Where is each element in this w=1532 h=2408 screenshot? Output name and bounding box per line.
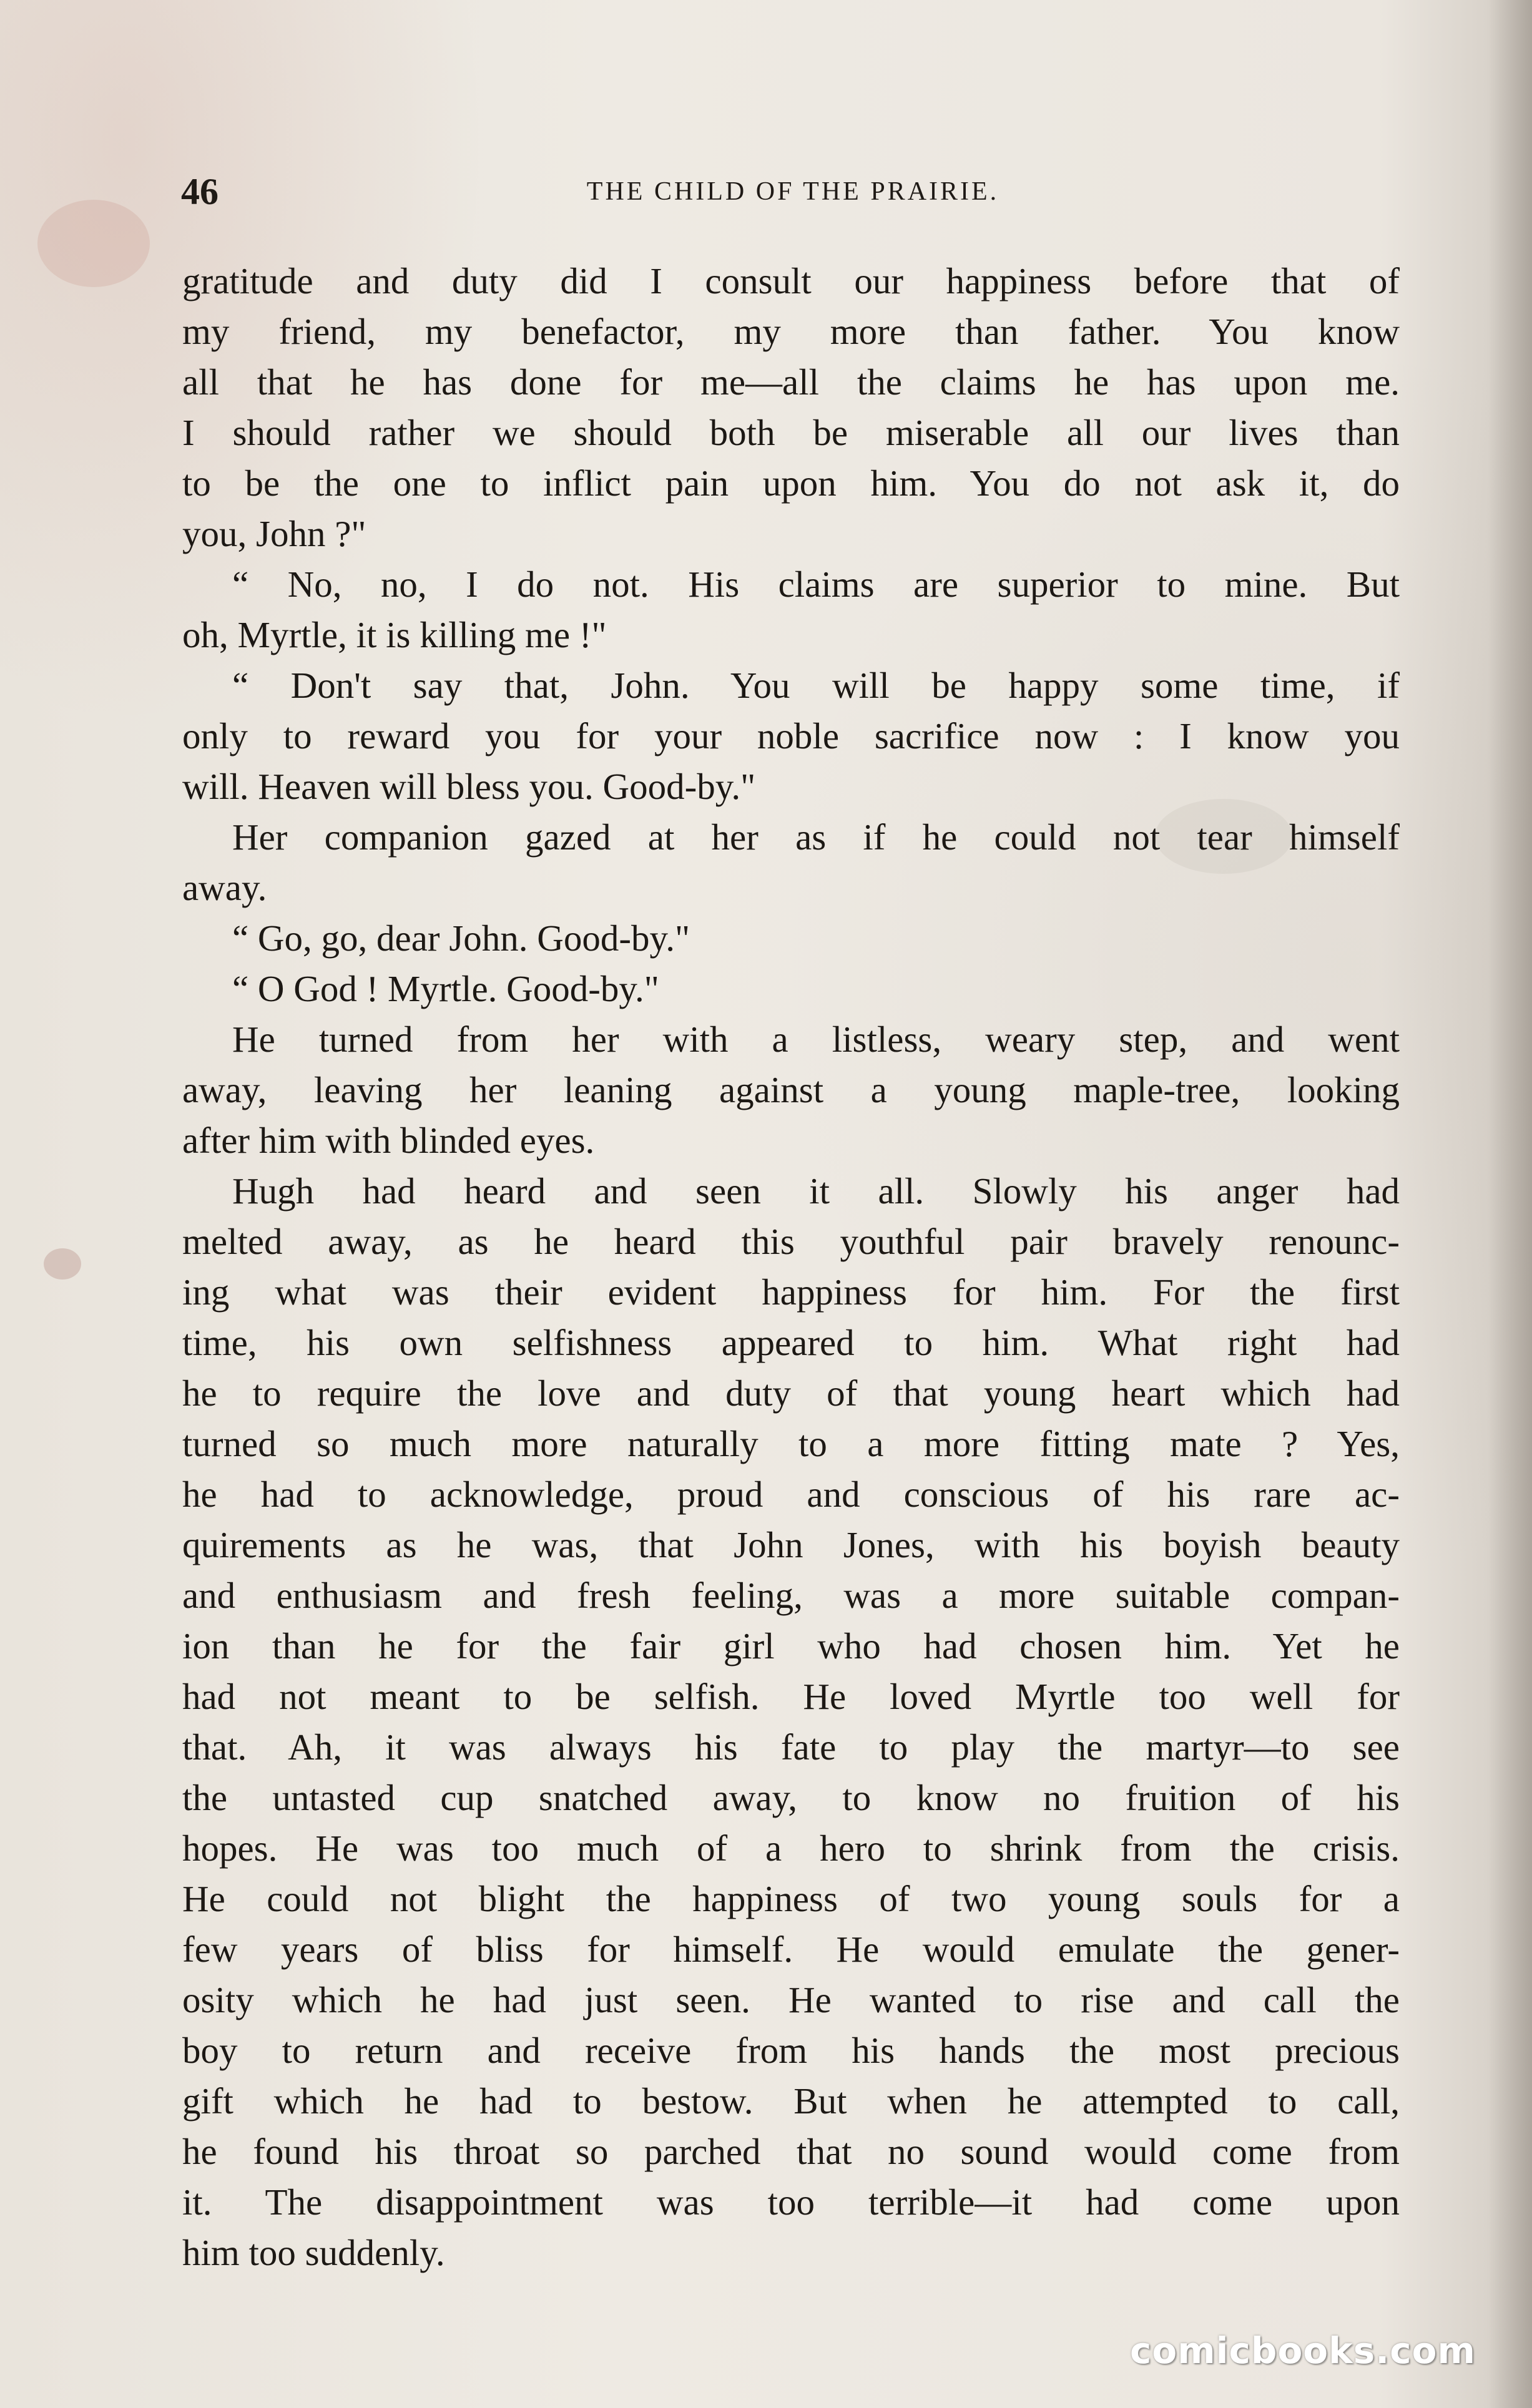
body-text xyxy=(182,256,1400,2278)
text-line: Hugh had heard and seen it all. Slowly his anger had xyxy=(232,1170,1400,1211)
text-line: he found his throat so parched that no sound would come from xyxy=(182,2131,1400,2172)
text-line: will. Heaven will bless you. Good-by." xyxy=(182,766,756,807)
spine-shadow xyxy=(1488,0,1532,2408)
page-number: 46 xyxy=(181,171,219,212)
text-line: quirements as he was, that John Jones, with his boyish beauty xyxy=(182,1524,1400,1565)
text-line: I should rather we should both be miserable all our lives than xyxy=(182,412,1400,453)
text-line: Her companion gazed at her as if he could not tear himself xyxy=(232,816,1400,858)
text-line: it. The disappointment was too terrible—it had come upon xyxy=(182,2181,1400,2223)
text-line: melted away, as he heard this youthful pair bravely renounc- xyxy=(182,1221,1400,1262)
text-line: you, John ?" xyxy=(182,513,366,554)
watermark: comicbooks.com xyxy=(1130,2329,1476,2372)
text-line: turned so much more naturally to a more fitting mate ? Yes, xyxy=(182,1423,1400,1464)
text-line: away. xyxy=(182,867,267,908)
text-line: “ Go, go, dear John. Good-by." xyxy=(232,918,690,959)
text-line: him too suddenly. xyxy=(182,2232,445,2273)
text-line: and enthusiasm and fresh feeling, was a more suitable compan- xyxy=(182,1575,1400,1616)
text-line: “ Don't say that, John. You will be happy some time, if xyxy=(232,665,1400,706)
text-line: gratitude and duty did I consult our happiness before that of xyxy=(182,260,1400,301)
text-line: that. Ah, it was always his fate to play the martyr—to see xyxy=(182,1726,1400,1768)
paper-stain xyxy=(37,200,150,287)
text-line: to be the one to inflict pain upon him. You do not ask it, do xyxy=(182,463,1400,504)
text-line: “ No, no, I do not. His claims are superior to mine. But xyxy=(232,564,1400,605)
text-line: the untasted cup snatched away, to know no fruition of his xyxy=(182,1777,1400,1818)
text-line: ing what was their evident happiness for him. For the first xyxy=(182,1271,1400,1313)
running-title: THE CHILD OF THE PRAIRIE. xyxy=(586,177,999,206)
text-line: “ O God ! Myrtle. Good-by." xyxy=(232,968,659,1009)
text-line: he had to acknowledge, proud and conscious of his rare ac- xyxy=(182,1474,1400,1515)
text-line: away, leaving her leaning against a young maple-tree, looking xyxy=(182,1069,1400,1110)
running-head xyxy=(181,164,1405,220)
text-line: He could not blight the happiness of two young souls for a xyxy=(182,1878,1400,1919)
text-line: my friend, my benefactor, my more than father. You know xyxy=(182,311,1400,352)
text-line: osity which he had just seen. He wanted to rise and call the xyxy=(182,1979,1400,2020)
text-line: ion than he for the fair girl who had chosen him. Yet he xyxy=(182,1625,1400,1667)
text-line: all that he has done for me—all the claims he has upon me. xyxy=(182,361,1400,403)
text-line: oh, Myrtle, it is killing me !" xyxy=(182,614,607,655)
text-line: only to reward you for your noble sacrifice now : I know you xyxy=(182,715,1400,756)
text-line: boy to return and receive from his hands the most precious xyxy=(182,2030,1400,2071)
paper-stain xyxy=(44,1248,81,1280)
text-line: after him with blinded eyes. xyxy=(182,1120,595,1161)
text-line: gift which he had to bestow. But when he attempted to call, xyxy=(182,2080,1400,2122)
text-line: He turned from her with a listless, weary step, and went xyxy=(232,1019,1400,1060)
text-line: hopes. He was too much of a hero to shrink from the crisis. xyxy=(182,1828,1400,1869)
text-line: he to require the love and duty of that young heart which had xyxy=(182,1373,1400,1414)
text-line: had not meant to be selfish. He loved Myrtle too well for xyxy=(182,1676,1400,1717)
text-line: few years of bliss for himself. He would emulate the gener- xyxy=(182,1929,1400,1970)
text-line: time, his own selfishness appeared to him. What right had xyxy=(182,1322,1400,1363)
